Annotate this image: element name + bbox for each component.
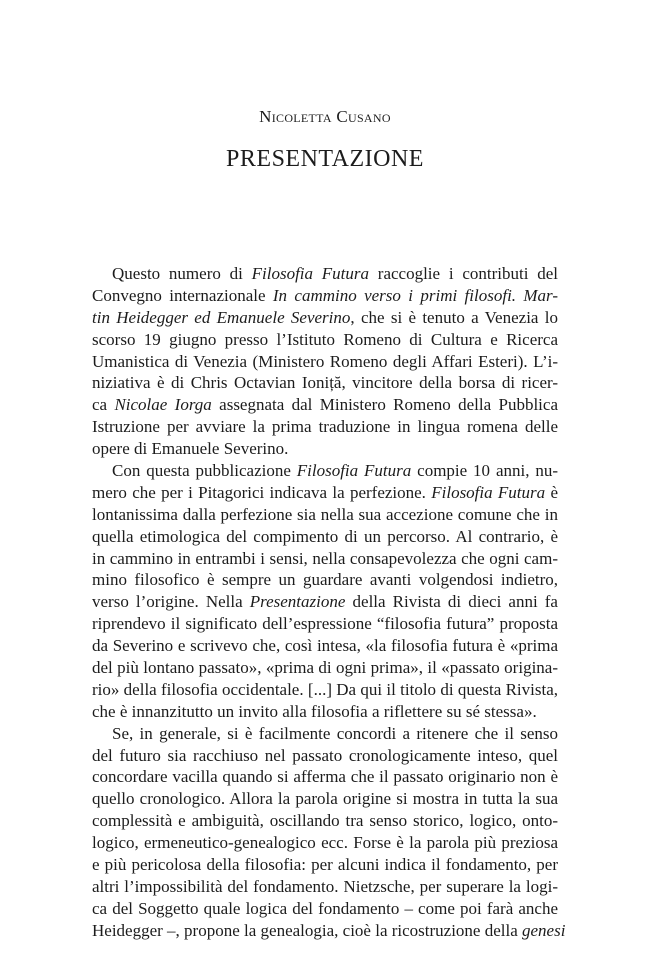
text-run: Istruzione per avviare la prima traduzione in lingua romena delle <box>92 417 558 437</box>
text-run: ca del Soggetto quale logica del fondamento – come poi farà anche <box>92 898 558 918</box>
text-run: Convegno internazionale <box>92 285 273 305</box>
text-line <box>92 701 558 723</box>
italic-text: Filosofia Futura <box>251 264 370 283</box>
text-run: Se, in generale, si è facilmente concordi a ritenere che il senso <box>112 723 558 743</box>
text-line <box>92 832 558 854</box>
text-run: assegnata dal Ministero Romeno della Pubblica <box>211 395 558 415</box>
text-line <box>92 898 558 920</box>
text-run: del futuro sia racchiuso nel passato cronologicamente inteso, quel <box>92 745 558 765</box>
text-run: niziativa è di Chris Octavian Ioniță, vincitore della borsa di ricer- <box>92 373 558 393</box>
text-run: e più pericolosa della filosofia: per alcuni indica il fondamento, per <box>92 855 558 875</box>
text-line <box>92 438 558 460</box>
italic-text: Presentazione <box>249 592 346 612</box>
text-run: Umanistica di Venezia (Ministero Romeno degli Affari Esteri). L’i- <box>92 351 558 371</box>
text-run: Questo numero di <box>112 264 252 283</box>
text-run: rio» della filosofia occidentale. [...] Da qui il titolo di questa Rivista, <box>92 679 558 699</box>
text-run: ca <box>92 395 115 415</box>
text-line <box>92 876 558 898</box>
text-run: mero che per i Pitagorici indicava la perfezione. <box>92 482 432 502</box>
text-line <box>92 854 558 876</box>
text-line <box>92 766 558 788</box>
chapter-title: PRESENTAZIONE <box>226 146 424 172</box>
text-run: raccoglie i contributi del <box>369 264 558 283</box>
text-run: concordare vacilla quando si afferma che il passato originario non è <box>92 767 558 787</box>
text-line <box>92 482 558 504</box>
text-run: logico, ermeneutico-genealogico ecc. Forse è la parola più preziosa <box>92 833 558 853</box>
text-line <box>92 591 558 613</box>
text-line <box>92 569 558 591</box>
paragraph <box>92 263 558 460</box>
text-run: opere di Emanuele Severino. <box>92 439 289 459</box>
italic-text: In cammino verso i primi filosofi. Mar- <box>272 285 558 305</box>
text-run: della Rivista di dieci anni fa <box>345 592 558 612</box>
text-line <box>92 307 558 329</box>
text-run: lontanissima dalla perfezione sia nella sua accezione comune che in <box>92 504 558 524</box>
italic-text: tin Heidegger ed Emanuele Severino <box>92 307 351 327</box>
text-line <box>92 351 558 373</box>
italic-text: Nicolae Iorga <box>114 395 212 415</box>
italic-text: Filosofia Futura <box>431 482 546 502</box>
text-run: riprendevo il significato dell’espressione “filosofia futura” proposta <box>92 614 558 634</box>
text-line <box>92 810 558 832</box>
text-line <box>92 504 558 526</box>
text-run: compie 10 anni, nu- <box>411 461 558 481</box>
italic-text: Filosofia Futura <box>296 461 412 481</box>
text-line <box>92 635 558 657</box>
text-line <box>92 394 558 416</box>
text-run: Heidegger –, propone la genealogia, cioè la ricostruzione della <box>92 920 523 940</box>
text-run: quella etimologica del compimento di un percorso. Al contrario, è <box>92 526 558 546</box>
italic-text: genesi <box>522 920 566 940</box>
text-run: del più lontano passato», «prima di ogni prima», il «passato origina- <box>92 658 558 678</box>
text-run: mino filosofico è sempre un guardare avanti volgendosi indietro, <box>92 570 558 590</box>
text-line <box>92 548 558 570</box>
text-line <box>92 723 558 745</box>
text-run: verso l’origine. Nella <box>92 592 250 612</box>
text-line <box>92 526 558 548</box>
text-run: , che si è tenuto a Venezia lo <box>350 307 558 327</box>
text-line <box>92 372 558 394</box>
text-line <box>92 460 558 482</box>
text-run: scorso 19 giugno presso l’Istituto Romeno di Cultura e Ricerca <box>92 329 558 349</box>
text-line <box>92 657 558 679</box>
paragraph <box>92 460 558 723</box>
paragraph <box>92 723 566 942</box>
text-run: in cammino in entrambi i sensi, nella consapevolezza che ogni cam- <box>92 548 558 568</box>
text-run: quello cronologico. Allora la parola origine si mostra in tutta la sua <box>92 789 558 809</box>
text-run: da Severino e scrivevo che, così intesa, «la filosofia futura è «prima <box>92 636 558 656</box>
text-line <box>92 613 558 635</box>
text-line <box>92 679 558 701</box>
text-line <box>92 329 558 351</box>
text-line <box>92 788 558 810</box>
author-name: Nicoletta Cusano <box>259 107 391 126</box>
text-run: altri l’impossibilità del fondamento. Nietzsche, per superare la logi- <box>92 876 558 896</box>
body-text <box>92 263 566 942</box>
text-line <box>92 745 558 767</box>
text-run: complessità e ambiguità, oscillando tra senso storico, logico, onto- <box>92 811 558 831</box>
text-run: che è innanzitutto un invito alla filosofia a riflettere su sé stessa». <box>92 701 537 721</box>
text-line <box>92 263 558 285</box>
text-run: Con questa pubblicazione <box>112 461 297 481</box>
text-line <box>92 416 558 438</box>
text-line <box>92 920 566 942</box>
text-line <box>92 285 558 307</box>
text-run: è <box>545 482 558 502</box>
